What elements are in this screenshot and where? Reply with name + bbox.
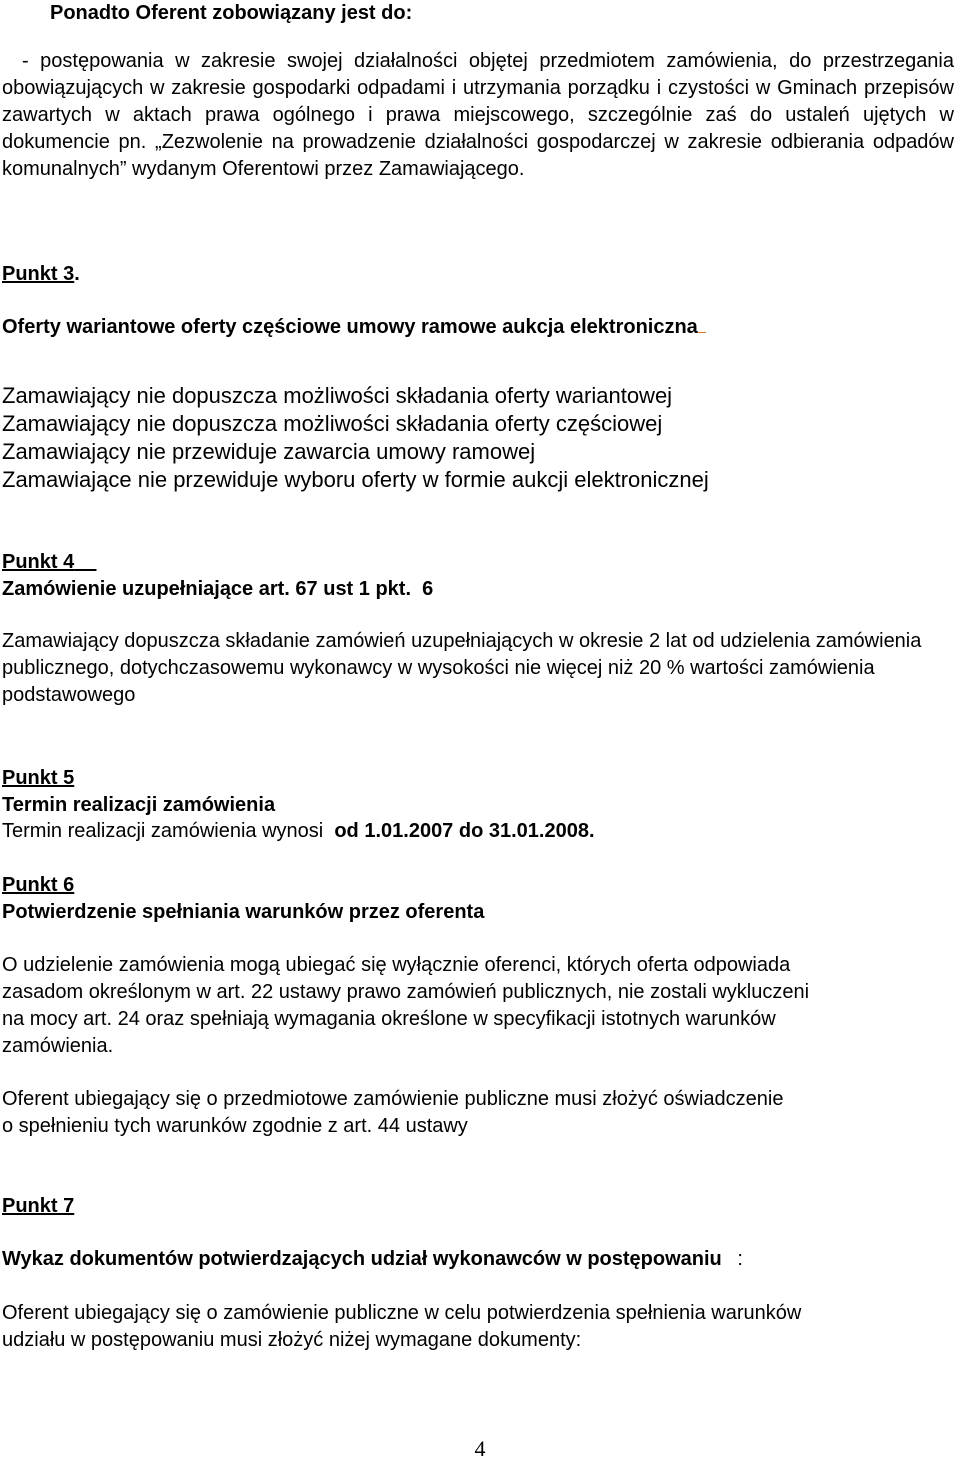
- punkt3-line-3: Zamawiający nie przewiduje zawarcia umowy ramowej: [2, 439, 536, 464]
- punkt6-para1-line-3: na mocy art. 24 oraz spełniają wymagania określone w specyfikacji istotnych warunków: [2, 1008, 776, 1030]
- punkt3-label: Punkt 3.: [2, 263, 80, 285]
- punkt6-para1-line-1: O udzielenie zamówienia mogą ubiegać się wyłącznie oferenci, których oferta odpowiada: [2, 954, 791, 976]
- punkt6-para1-line-2: zasadom określonym w art. 22 ustawy prawo zamówień publicznych, nie zostali wykluczeni: [2, 981, 810, 1003]
- punkt6-para2-line-2: o spełnieniu tych warunków zgodnie z art. 44 ustawy: [2, 1115, 468, 1137]
- punkt3-line-1: Zamawiający nie dopuszcza możliwości składania oferty wariantowej: [2, 383, 673, 408]
- intro-paragraph: - postępowania w zakresie swojej działalności objętej przedmiotem zamówienia, do przestrzegania obowiązujących w zakresie gospodarki odpadami i utrzymania porządku i czystości w Gminach przepisów zawartych w aktach prawa ogólnego i prawa miejscowego, szczególnie zaś do ustaleń ujętych w dokumencie pn. „Zezwolenie na prowadzenie działalności gospodarczej w zakresie odbierania odpadów komunalnych” wydanym Oferentowi przez Zamawiającego.: [2, 50, 954, 180]
- punkt7-title: Wykaz dokumentów potwierdzających udział wykonawców w postępowaniu :: [2, 1248, 743, 1270]
- punkt4-title: Zamówienie uzupełniające art. 67 ust 1 pkt. 6: [2, 578, 434, 600]
- punkt7-label: Punkt 7: [2, 1195, 75, 1217]
- punkt6-label: Punkt 6: [2, 874, 75, 896]
- punkt3-line-2: Zamawiający nie dopuszcza możliwości składania oferty częściowej: [2, 411, 663, 436]
- punkt4-label: Punkt 4: [2, 551, 75, 573]
- punkt5-title: Termin realizacji zamówienia: [2, 794, 276, 816]
- page-number: 4: [474, 1436, 486, 1461]
- punkt6-title: Potwierdzenie spełniania warunków przez oferenta: [2, 901, 485, 923]
- intro-heading: Ponadto Oferent zobowiązany jest do:: [50, 2, 413, 24]
- punkt6-para2-line-1: Oferent ubiegający się o przedmiotowe zamówienie publiczne musi złożyć oświadczenie: [2, 1088, 784, 1110]
- punkt5-label: Punkt 5: [2, 767, 75, 789]
- punkt4-body: Zamawiający dopuszcza składanie zamówień uzupełniających w okresie 2 lat od udzielenia zamówienia publicznego, dotychczasowemu wykonawcy w wysokości nie więcej niż 20 % wartości zamówienia podstawowego: [2, 630, 922, 706]
- orange-underline-mark: [698, 314, 706, 333]
- punkt6-para1-line-4: zamówienia.: [2, 1035, 114, 1057]
- punkt5-term: Termin realizacji zamówienia wynosi od 1.01.2007 do 31.01.2008.: [2, 820, 595, 842]
- punkt3-line-4: Zamawiające nie przewiduje wyboru oferty w formie aukcji elektronicznej: [2, 467, 709, 492]
- punkt7-body-line-1: Oferent ubiegający się o zamówienie publiczne w celu potwierdzenia spełnienia warunków: [2, 1302, 802, 1324]
- punkt3-title: Oferty wariantowe oferty częściowe umowy ramowe aukcja elektroniczna: [2, 314, 706, 341]
- punkt7-body-line-2: udziału w postępowaniu musi złożyć niżej wymagane dokumenty:: [2, 1329, 582, 1351]
